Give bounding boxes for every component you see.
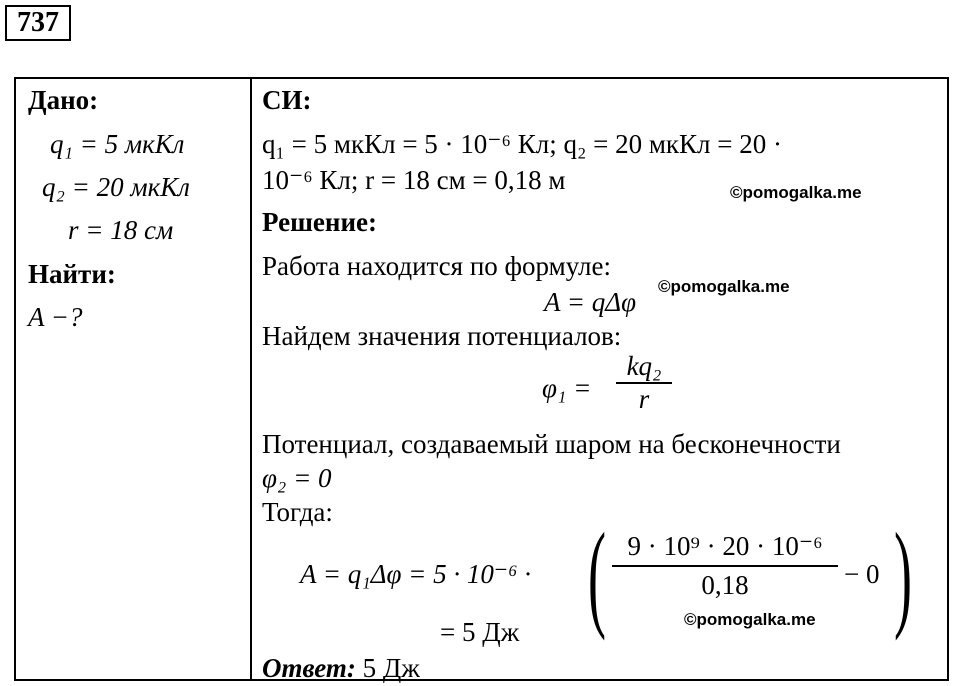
solution-table <box>14 77 949 681</box>
given-title: Дано: <box>28 85 99 115</box>
answer-line <box>262 651 420 685</box>
solution-text-4: Тогда: <box>262 497 333 527</box>
given-line-q1: q₁ = 5 мкКл <box>50 129 185 159</box>
answer-label: Ответ: <box>262 653 356 683</box>
phi2-value: φ₂ = 0 <box>262 463 332 493</box>
find-title: Найти: <box>28 259 116 289</box>
phi1-numerator: kq₂ <box>626 351 662 381</box>
given-line-q2: q₂ = 20 мкКл <box>42 172 190 202</box>
phi1-lhs: φ₁ = <box>542 373 592 403</box>
phi1-denominator: r <box>638 384 650 414</box>
watermark-3: ©pomogalka.me <box>684 610 816 629</box>
si-title: СИ: <box>262 85 312 115</box>
solution-title: Решение: <box>262 207 377 237</box>
right-paren: ) <box>894 508 912 641</box>
solution-text-3: Потенциал, создаваемый шаром на бесконечности <box>262 429 841 459</box>
final-fraction <box>612 531 838 601</box>
column-divider <box>250 79 252 679</box>
problem-number: 737 <box>5 5 71 41</box>
watermark-1: ©pomogalka.me <box>730 183 862 202</box>
given-line-r: r = 18 см <box>68 215 174 245</box>
solution-text-2: Найдем значения потенциалов: <box>262 321 622 351</box>
answer-value: 5 Дж <box>362 653 420 683</box>
final-lhs: A = q₁Δφ = 5 · 10⁻⁶ · <box>300 559 532 589</box>
left-paren: ( <box>588 508 606 641</box>
final-denominator: 0,18 <box>701 570 749 600</box>
si-line-2: 10⁻⁶ Кл; r = 18 см = 0,18 м <box>262 165 566 195</box>
phi1-fraction <box>616 351 672 415</box>
watermark-2: ©pomogalka.me <box>658 277 790 296</box>
final-numerator: 9 · 10⁹ · 20 · 10⁻⁶ <box>627 531 823 561</box>
formula-work: A = qΔφ <box>544 287 637 317</box>
solution-text-1: Работа находится по формуле: <box>262 251 611 281</box>
final-fraction-bar <box>612 565 838 567</box>
find-value: A −? <box>28 302 83 332</box>
final-result: = 5 Дж <box>440 617 520 647</box>
final-tail: − 0 <box>844 559 880 589</box>
si-line-1: q₁ = 5 мкКл = 5 · 10⁻⁶ Кл; q₂ = 20 мкКл = 20 · <box>262 129 782 159</box>
